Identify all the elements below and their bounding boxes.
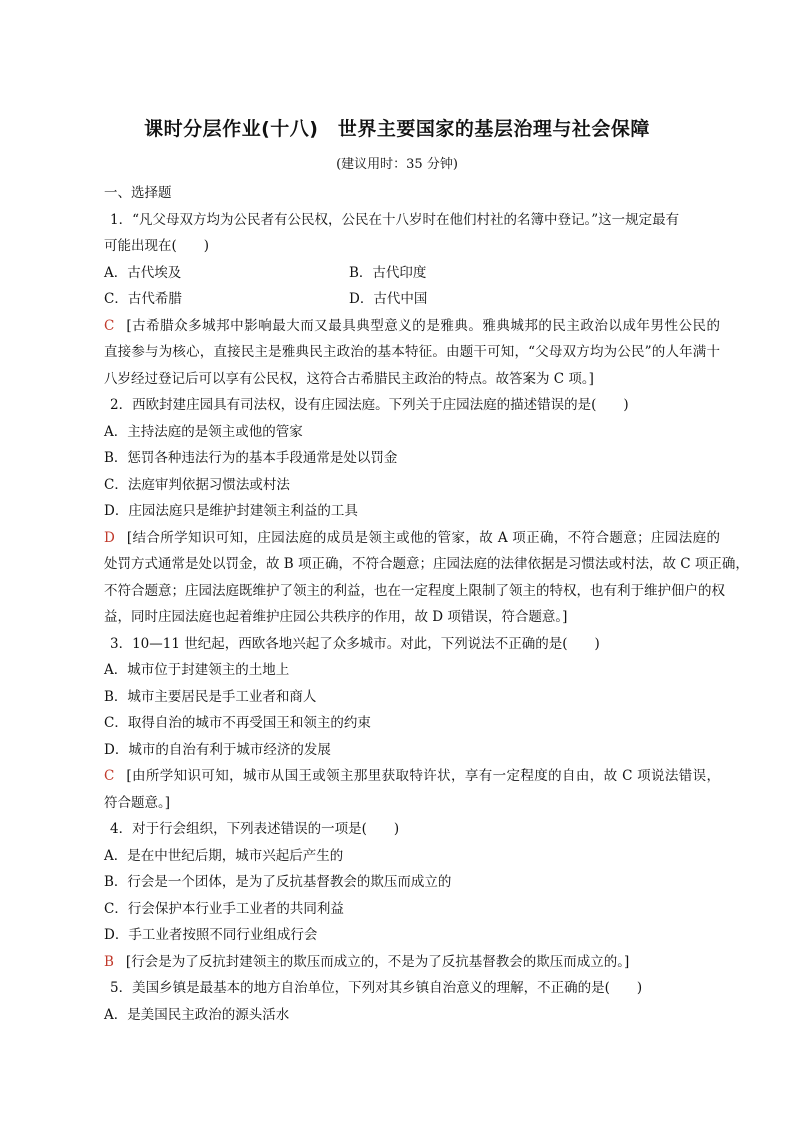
q1-option-c: C．古代希腊 <box>104 291 182 307</box>
q4-option-d: D．手工业者按照不同行业组成行会 <box>104 927 318 943</box>
q3-explanation-line2: 符合题意。] <box>104 794 171 811</box>
document-content <box>104 180 749 1028</box>
q2-explanation-line3: 不符合题意；庄园法庭既维护了领主的利益，也在一定程度上限制了领主的特权，也有利于维护佃户的权 <box>104 582 725 599</box>
q1-answer: C <box>104 317 115 334</box>
q3-option-b: B．城市主要居民是手工业者和商人 <box>104 688 317 705</box>
q1-explanation-line1: C [古希腊众多城邦中影响最大而又最具典型意义的是雅典。雅典城邦的民主政治以成年男性公民的 <box>104 317 720 334</box>
q5-stem: 5．美国乡镇是最基本的地方自治单位，下列对其乡镇自治意义的理解，不正确的是( ) <box>110 980 643 996</box>
q1-options-row2 <box>104 286 720 313</box>
q4-answer: B <box>104 953 114 970</box>
q2-option-a: A．主持法庭的是领主或他的管家 <box>104 423 303 440</box>
q2-stem: 2．西欧封建庄园具有司法权，设有庄园法庭。下列关于庄园法庭的描述错误的是( ) <box>110 397 629 413</box>
q4-explanation-line1: B [行会是为了反抗封建领主的欺压而成立的，不是为了反抗基督教会的欺压而成立的。] <box>104 953 630 970</box>
q4-stem: 4．对于行会组织，下列表述错误的一项是( ) <box>110 821 400 837</box>
page-title: 课时分层作业(十八) 世界主要国家的基层治理与社会保障 <box>144 118 650 140</box>
q2-explanation-line1: D [结合所学知识可知，庄园法庭的成员是领主或他的管家，故 A 项正确，不符合题意；庄园法庭的 <box>104 529 720 546</box>
q4-option-a: A．是在中世纪后期，城市兴起后产生的 <box>104 847 344 864</box>
q4-option-b: B．行会是一个团体，是为了反抗基督教会的欺压而成立的 <box>104 874 452 890</box>
q2-explanation-line2: 处罚方式通常是处以罚金，故 B 项正确，不符合题意；庄园法庭的法律依据是习惯法或村法，故 C 项正确， <box>104 556 749 572</box>
q1-options-row1 <box>104 260 720 287</box>
q1-option-a: A．古代埃及 <box>104 264 182 281</box>
q2-answer: D <box>104 529 115 546</box>
q1-option-b: B．古代印度 <box>349 264 427 281</box>
q2-option-c: C．法庭审判依据习惯法或村法 <box>104 476 290 493</box>
q1-stem-line2: 可能出现在( ) <box>104 238 210 254</box>
q1-stem-line1: 1．“凡父母双方均为公民者有公民权，公民在十八岁时在他们村社的名簿中登记。”这一规定最有 <box>110 211 680 228</box>
q4-option-c: C．行会保护本行业手工业者的共同利益 <box>104 900 344 917</box>
q3-option-a: A．城市位于封建领主的土地上 <box>104 662 290 678</box>
q3-option-d: D．城市的自治有利于城市经济的发展 <box>104 741 331 758</box>
q1-explanation-line2: 直接参与为核心，直接民主是雅典民主政治的基本特征。由题干可知，“父母双方均为公民”的人年满十 <box>104 344 720 360</box>
q3-stem: 3．10—11 世纪起，西欧各地兴起了众多城市。对此，下列说法不正确的是( ) <box>110 635 600 652</box>
q3-explanation-line1: C [由所学知识可知，城市从国王或领主那里获取特许状，享有一定程度的自由，故 C 项说法错误， <box>104 768 720 784</box>
q3-answer: C <box>104 768 115 784</box>
q3-option-c: C．取得自治的城市不再受国王和领主的约束 <box>104 715 371 731</box>
q2-explanation-line4: 益，同时庄园法庭也起着维护庄园公共秩序的作用，故 D 项错误，符合题意。] <box>104 609 568 625</box>
q5-option-a: A．是美国民主政治的源头活水 <box>104 1006 290 1023</box>
q2-option-b: B．惩罚各种违法行为的基本手段通常是处以罚金 <box>104 450 398 466</box>
q1-explanation-line3: 八岁经过登记后可以享有公民权，这符合古希腊民主政治的特点。故答案为 C 项。] <box>104 370 594 387</box>
page-subtitle: (建议用时：35 分钟) <box>336 157 458 172</box>
section-heading: 一、选择题 <box>104 185 172 201</box>
q2-option-d: D．庄园法庭只是维护封建领主利益的工具 <box>104 503 358 519</box>
q1-option-d: D．古代中国 <box>349 291 428 307</box>
